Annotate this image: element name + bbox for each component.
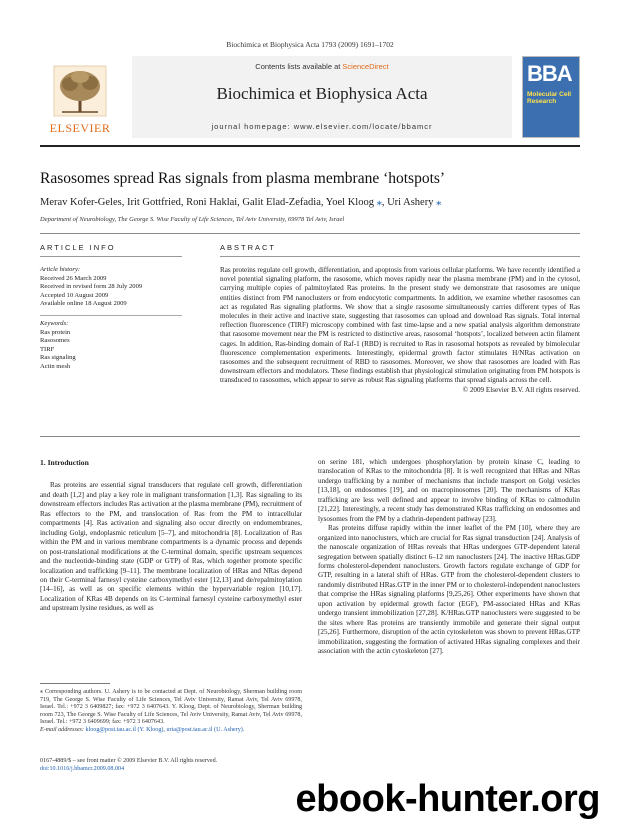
- issn-line: 0167-4889/$ – see front matter © 2009 Elsevier B.V. All rights reserved.: [40, 758, 218, 764]
- sciencedirect-link[interactable]: ScienceDirect: [342, 62, 389, 71]
- keyword: TIRF: [40, 345, 55, 353]
- watermark: ebook-hunter.org: [295, 778, 600, 820]
- keywords-divider: [40, 315, 182, 316]
- abstract-heading: ABSTRACT: [220, 243, 277, 252]
- article-title: Rasosomes spread Ras signals from plasma membrane ‘hotspots’: [40, 170, 446, 187]
- intro-paragraph: Ras proteins diffuse rapidly within the inner leaflet of the PM [10], where they are organized into nanoclusters, which are crucial for Ras signal transduction [24]. Analysis of the nanoscale organization of HRas reveals that HRas undergoes GTP-dependent lateral segregation between spatially distinct 6–12 nm nanoclusters [24]. The inactive HRas.GDP forms cholesterol-dependent nanoclusters. Growth factors regulate exchange of GDP for GTP, resulting in a lateral shift of HRas. GTP from the cholesterol-dependent clusters to randomly distributed HRas.GTP in the inner PM or to cholesterol-independent nanoclusters that comprise the HRas signaling platforms [9,25,26]. Other experiments have shown that upon activation by epidermal growth factor (EGF), PM-associated HRas and KRas undergo transient immobilization [27,28]. K/HRas.GTP nanoclusters were suggested to be the sites where Ras proteins are transiently immobile and generate their signal output [25,26]. Furthermore, disruption of the actin cytoskeleton was shown to prevent HRas.GTP immobilization, suggesting the formation of activated HRas signaling complexes and their association with the actin cytoskeleton [27].: [318, 524, 580, 656]
- keyword: Rasosomes: [40, 337, 70, 345]
- keyword: Actin mesh: [40, 362, 71, 370]
- journal-title: Biochimica et Biophysica Acta: [216, 84, 428, 103]
- keyword: Ras signaling: [40, 354, 76, 362]
- author-list: Merav Kofer-Geles, Irit Gottfried, Roni Haklai, Galit Elad-Zefadia, Yoel Kloog ⁎, Uri Ashery ⁎: [40, 197, 442, 208]
- introduction-heading: 1. Introduction: [40, 458, 89, 467]
- journal-citation: Biochimica et Biophysica Acta 1793 (2009) 1691–1702: [226, 40, 394, 49]
- history-item: Available online 18 August 2009: [40, 300, 127, 308]
- intro-paragraph: Ras proteins are essential signal transducers that regulate cell growth, differentiation and death [1,2] and play a key role in malignant transformation [1,3]. Ras signaling to its downstream effectors includes Ras activation at the plasma membrane (PM), recruitment of Ras effectors to the PM, and translocation of Ras from the PM to intracellular compartments [4]. Ras activation and signaling also occur directly on endomembranes, including Golgi, endoplasmic reticulum [5–7], and mitochondria [8]. Localization of Ras within the PM and in various membrane compartments is a dynamic process and depends on post-translational modifications at the C-terminal domain, specific upstream sequences and the nucleotide-binding state (GDP or GTP) of Ras, which together promote specific localization and trafficking [9–11]. The membrane localization of HRas and NRas depend on their C-terminal farnesyl cysteine carboxymethyl ester [12,13] and de/repalmitoylation [14–16], as well as on specific elements within the hypervariable region [10,17]. Localization of KRas 4B depends on its C-terminal farnesyl cysteine carboxymethyl ester and upstream lysine residues, as well as: [40, 481, 303, 613]
- abstract-bottom-rule: [40, 436, 580, 437]
- email-links[interactable]: kloog@post.tau.ac.il (Y. Kloog), uria@post.tau.ac.il (U. Ashery).: [85, 726, 245, 733]
- history-item: Accepted 10 August 2009: [40, 291, 109, 299]
- affiliation: Department of Neurobiology, The George S. Wise Faculty of Life Sciences, Tel Aviv University, 69978 Tel Aviv, Israel: [40, 216, 345, 223]
- authors-names: Merav Kofer-Geles, Irit Gottfried, Roni Haklai, Galit Elad-Zefadia, Yoel Kloog: [40, 197, 374, 208]
- journal-cover-image: [522, 56, 580, 138]
- email-label: E-mail addresses:: [40, 726, 84, 733]
- journal-homepage[interactable]: journal homepage: www.elsevier.com/locate/bbamcr: [211, 122, 433, 131]
- elsevier-wordmark: ELSEVIER: [49, 121, 111, 135]
- article-info-heading: ARTICLE INFO: [40, 243, 116, 252]
- corresponding-footnote: [40, 689, 302, 735]
- intro-paragraph: on serine 181, which undergoes phosphorylation by protein kinase C, leading to translocation of KRas to the mitochondria [8]. It is well recognized that HRas and NRas undergo trafficking by a number of mechanisms that include transport on Golgi vesicles [13,18], on endosomes [19], and on macropinosomes [20]. The mechanisms of KRas trafficking are less well defined and appear to involve binding of KRas to calmodulin [21,22]. Interestingly, a recent study has demonstrated KRas trafficking on endosomes and lysosomes from the PM by a clathrin-dependent pathway [23].: [318, 458, 580, 523]
- article-info-panel: [40, 266, 190, 372]
- info-divider: [40, 256, 182, 257]
- doi-link[interactable]: doi:10.1016/j.bbamcr.2009.08.004: [40, 766, 125, 772]
- abstract-divider: [220, 256, 580, 257]
- section-divider: [40, 233, 580, 234]
- elsevier-tree-icon: [40, 64, 120, 138]
- elsevier-logo: [40, 64, 120, 138]
- journal-masthead: [40, 56, 580, 140]
- corresponding-text: ⁎ Corresponding authors. U. Ashery is to be contacted at Dept. of Neurobiology, Sherman building room 719, The George S. Wise Faculty of Life Sciences, Tel Aviv University, Ramat Aviv, Tel Aviv 69978, Israel. Tel.: +972 3 6409827; fax: +972 3 6407643. Y. Kloog, Dept. of Neurobiology, Sherman building room 723, The George S. Wise Faculty of Life Sciences, Tel Aviv University, Ramat Aviv, Tel Aviv 69978, Israel. Tel.: +972 3 6409699; fax: +972 3 6407643.: [40, 689, 302, 726]
- corresponding-mark[interactable]: ⁎: [376, 197, 382, 208]
- contents-line: [132, 62, 512, 71]
- keywords-label: Keywords:: [40, 319, 69, 327]
- history-item: Received in revised form 28 July 2009: [40, 283, 143, 291]
- journal-header-box: [132, 56, 512, 138]
- footnote-rule: [40, 683, 110, 684]
- keyword: Ras protein: [40, 328, 71, 336]
- left-column: [40, 458, 302, 614]
- front-matter-info: [40, 757, 340, 773]
- cover-subtitle: Molecular Cell Research: [527, 91, 572, 105]
- abstract-body: [220, 266, 580, 395]
- history-label: Article history:: [40, 266, 81, 273]
- author-last: Uri Ashery: [387, 197, 434, 208]
- cover-title: BBA: [527, 61, 572, 86]
- history-item: Received 26 March 2009: [40, 274, 107, 282]
- abstract-text: Ras proteins regulate cell growth, differentiation, and apoptosis from various cellular platforms. We have recently identified a novel potential signaling platform, the rasosome, which moves rapidly near the plasma membrane (PM) and in the cytosol, carrying multiple copies of palmitoylated Ras proteins. In the present study we demonstrate that rasosomes are unique entities distinct from PM nanoclusters or from endocytotic compartments. In addition, we examine whether rasosomes can act as regulated Ras signaling platforms. We show that a single rasosome simultaneously carries different types of Ras molecules in their active and inactive state, suggesting that rasosomes can upload and download Ras signals. Total internal reflection fluorescence (TIRF) microscopy combined with fast time-lapse and a new spatial analysis algorithm demonstrate that rasosome movement near the PM is restricted to distinctive areas, rasosomal ‘hotspots’, localized between actin filament cages. In addition, Ras-binding domain of Raf-1 (RBD) is recruited to Ras in rasosomal hotspots as revealed by bimolecular fluorescence complementation experiments. Interestingly, epidermal growth factor stimulates H/NRas activation on rasosomes and the subsequent recruitment of RBD to rasosomes. Moreover, we show that rasosomes are loaded with Ras downstream effectors and modulators. These findings establish that physiological stimulation originating from PM hotspots is transduced to rasosomes, which appear to serve as robust Ras signaling platforms that spread signals across the cell.: [220, 266, 580, 385]
- right-column: [318, 458, 580, 657]
- header-rule: [40, 145, 580, 147]
- abstract-copyright: © 2009 Elsevier B.V. All rights reserved.: [462, 385, 580, 394]
- corresponding-mark[interactable]: ⁎: [436, 197, 442, 208]
- contents-prefix: Contents lists available at: [255, 62, 343, 71]
